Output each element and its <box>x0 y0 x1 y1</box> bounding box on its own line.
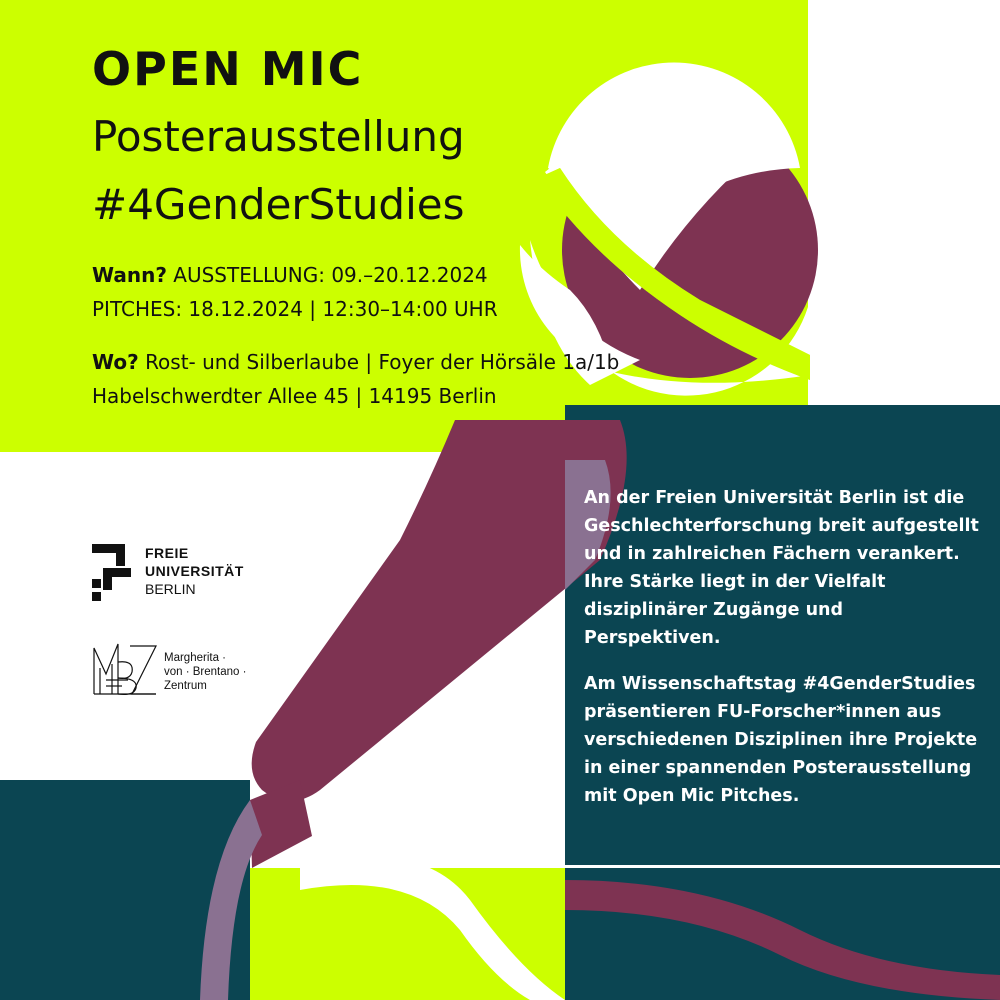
mvbz-wordmark <box>164 651 246 693</box>
description-paragraph-2: Am Wissenschaftstag #4GenderStudies präsentieren FU-Forscher*innen aus verschiedenen Disziplinen ihre Projekte in einer spannenden Posterausstellung mit Open Mic Pitches. <box>584 674 978 806</box>
fu-berlin-logo <box>92 544 272 604</box>
fu-wordmark-line-3: BERLIN <box>145 581 196 597</box>
pitches-line: PITCHES: 18.12.2024 | 12:30–14:00 UHR <box>92 297 498 321</box>
where-label: Wo? <box>92 350 139 374</box>
when-line <box>92 258 488 292</box>
fu-wordmark-line-1: FREIE <box>145 545 189 561</box>
mvbz-wordmark-line-2: von · Brentano · <box>164 666 247 678</box>
mvbz-wordmark-line-3: Zentrum <box>164 680 207 692</box>
event-hashtag: #4GenderStudies <box>92 180 465 229</box>
fu-wordmark-line-2: UNIVERSITÄT <box>145 563 244 579</box>
address: Habelschwerdter Allee 45 | 14195 Berlin <box>92 384 497 408</box>
description-text <box>584 484 979 828</box>
venue: Rost- und Silberlaube | Foyer der Hörsäle 1a/1b <box>145 350 620 374</box>
fu-berlin-wordmark <box>145 544 244 598</box>
mvbz-logo-mark-icon <box>92 640 158 696</box>
event-subtitle: Posterausstellung <box>92 112 465 161</box>
mvbz-wordmark-line-1: Margherita · <box>164 652 226 664</box>
where-line <box>92 345 619 379</box>
exhibition-dates: AUSSTELLUNG: 09.–20.12.2024 <box>173 263 488 287</box>
mvbz-logo <box>92 640 272 700</box>
description-paragraph-1: An der Freien Universität Berlin ist die Geschlechterforschung breit aufgestellt und in zahlreichen Fächern verankert. Ihre Stärke liegt in der Vielfalt disziplinärer Zugänge und Perspektiven. <box>584 488 979 648</box>
event-title: OPEN MIC <box>92 42 364 96</box>
when-label: Wann? <box>92 263 167 287</box>
fu-berlin-logo-mark-icon <box>92 544 134 604</box>
